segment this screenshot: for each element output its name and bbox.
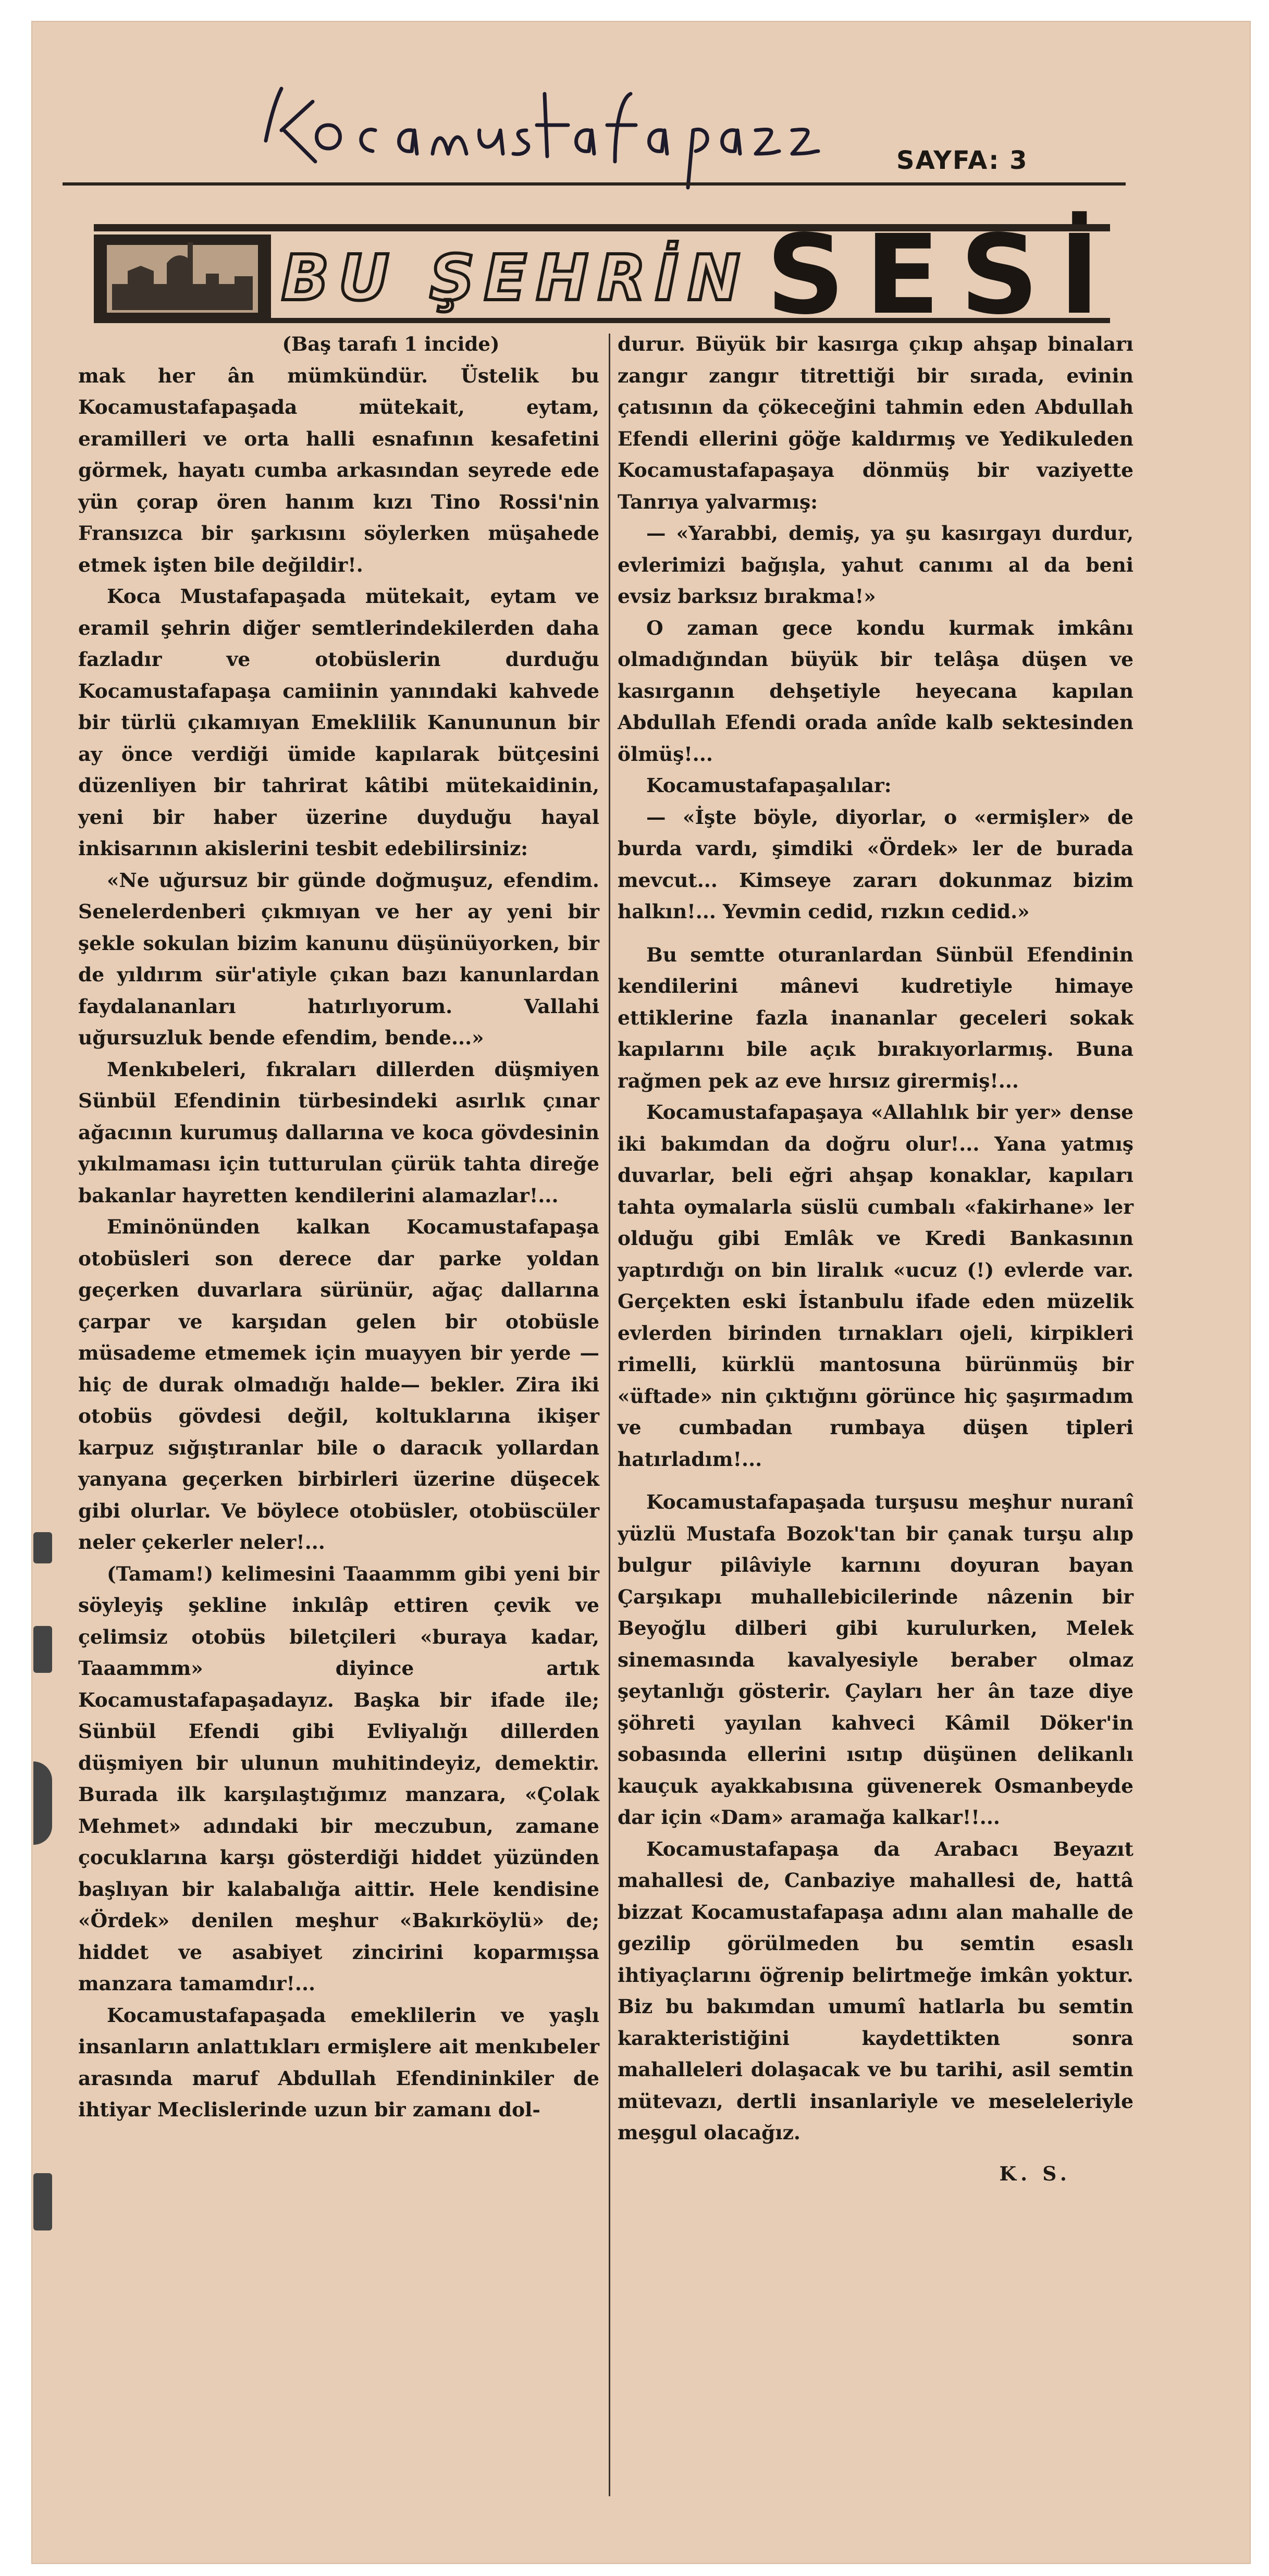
article-column-1 [78,328,599,2507]
margin-mark [33,1626,52,1673]
margin-mark [33,1761,52,1845]
paragraph: (Tamam!) kelimesini Taaammm gibi yeni bir söyleyiş şekline inkılâp ettiren çevik ve çelimsiz otobüs biletçileri «buraya kadar, Taaammm» diyince artık Kocamustafapaşadayız. Başka bir ifade ile; Sünbül Efendi gibi Evliyalığı dillerden düşmiyen bir ulunun muhitindeyiz, demektir. Burada ilk karşılaştığımız manzara, «Çolak Mehmet» adındaki bir meczubun, zamane çocuklarına karşı gösterdiği hiddet yüzünden başlıyan bir kalabalığa aittir. Hele kendisine «Ördek» denilen meşhur «Bakırköylü» de; hiddet ve asabiyet zincirini koparmışsa manzara tamamdır!... [78,1562,599,1995]
quote-paragraph: — «İşte böyle, diyorlar, o «ermişler» de burda vardı, şimdiki «Ördek» ler de burada mevcut... Kimseye zararı dokunmaz bizim halkın!... Yevmin cedid, rızkın cedid.» [618,805,1134,923]
quote-paragraph: — «Yarabbi, demiş, ya şu kasırgayı durdur, evlerimizi bağışla, yahut canımı al da beni evsiz barksız bırakma!» [618,522,1134,608]
margin-mark [33,2173,52,2230]
margin-mark [33,1532,52,1563]
masthead [63,193,1126,334]
masthead-title-part1: BU ŞEHRİN [281,242,740,315]
paragraph: O zaman gece kondu kurmak imkânı olmadığından büyük bir telâşa düşen ve kasırganın dehşetiyle heyecana kapılan Abdullah Efendi orada anîde kalb sektesinden ölmüş!... [618,616,1134,766]
paragraph: Koca Mustafapaşada mütekait, eytam ve eramil şehrin diğer semtlerindekilerden daha fazladır ve otobüslerin durduğu Kocamustafapaşa camiinin yanındaki kahvede bir türlü çıkamıyan Emeklilik Kanununun bir ay önce verdiği ümide kapılarak bütçesini düzenliyen bir tahrirat kâtibi mütekaidinin, yeni bir haber üzerine duyduğu hayal inkisarının akislerini tesbit edebilirsiniz: [78,585,599,860]
column-divider [609,334,610,2496]
quote-paragraph: «Ne uğursuz bir günde doğmuşuz, efendim. Senelerdenberi çıkmıyan ve her ay yeni bir şekle sokulan bizim kanunu düşünüyorken, bir de yıldırım sür'atiyle çıkan bazı kanunlardan faydalananları hatırlıyorum. Vallahi uğursuzluk bende efendim, bende...» [78,868,599,1049]
author-signature: K. S. [999,2162,1071,2185]
paragraph: Kocamustafapaşa da Arabacı Beyazıt mahallesi de, Canbaziye mahallesi de, hattâ bizzat Kocamustafapaşa adını alan mahalle de gezilip görülmeden bu semtin esaslı ihtiyaçlarını öğrenip belirtmeğe imkân yoktur. Biz bu bakımdan umumî hatlarla bu semtin karakteristiğini kaydettikten sonra mahalleleri dolaşacak ve bu tarihi, asil semtin mütevazı, dertli insanlariyle ve meseleleriyle meşgul olacağız. [618,1837,1134,2144]
paragraph: Kocamustafapaşada emeklilerin ve yaşlı insanların anlattıkları ermişlere ait menkıbeler arasında maruf Abdullah Efendininkiler de ihtiyar Meclislerinde uzun bir zamanı dol- [78,2003,599,2121]
paragraph: durur. Büyük bir kasırga çıkıp ahşap binaları zangır zangır titrettiği bir sırada, evinin çatısının da çökeceğini tahmin eden Abdullah Efendi ellerini göğe kaldırmış ve Yedikuleden Kocamustafapaşaya dönmüş bir vaziyette Tanrıya yalvarmış: [618,332,1134,513]
article-column-2 [618,328,1134,2507]
paragraph: Bu semtte oturanlardan Sünbül Efendinin kendilerini mânevi kudretiyle himaye ettiklerine fazla inananlar geceleri sokak kapılarını bile açık bırakıyorlarmış. Buna rağmen pek az eve hırsız girermiş!... [618,943,1134,1092]
paragraph: Menkıbeleri, fıkraları dillerden düşmiyen Sünbül Efendinin türbesindeki asırlık çınar ağacının kurumuş dallarına ve koca gövdesinin yıkılmaması için tutturulan çürük tahta direğe bakanlar hayretten kendilerini alamazlar!... [78,1057,599,1207]
paragraph: Kocamustafapaşada turşusu meşhur nuranî yüzlü Mustafa Bozok'tan bir çanak turşu alıp bulgur pilâviyle karnını doyuran bayan Çarşıkapı muhallebicilerinde nâzenin bir Beyoğlu dilberi gibi kurulurken, Melek sinemasında kavalyesiyle beraber olmaz şeytanlığı gösterir. Çayları her ân taze diye şöhreti yayılan kahveci Kâmil Döker'in sobasında ellerini ısıtıp düşünen delikanlı kauçuk ayakkabısına güvenerek Osmanbeyde dar için «Dam» aramağa kalkar!!... [618,1490,1134,1829]
page-number: SAYFA: 3 [896,146,1028,175]
handwritten-note-text: Kocamustafapaşa [255,52,260,53]
paragraph: Eminönünden kalkan Kocamustafapaşa otobüsleri son derece dar parke yoldan geçerken duvarlara sürünür, ağaç dallarına çarpar ve karşıdan gelen bir otobüsle müsademe etmemek için muayyen bir yerde —hiç de durak olmadığı halde— bekler. Zira iki otobüs gövdesi değil, koltuklarına ikişer karpuz sığıştıranlar bile o daracık yollardan yanyana geçerken birbirleri üzerine düşecek gibi olurlar. Ve böylece otobüsler, otobüscüler neler çekerler neler!... [78,1215,599,1554]
header-rule [63,182,1126,186]
masthead-title-part2: SESİ [766,211,1100,334]
newspaper-clipping [31,21,1251,2564]
paragraph: Kocamustafapaşaya «Allahlık bir yer» dense iki bakımdan da doğru olur!... Yana yatmış duvarlar, beli eğri ahşap konaklar, kapıları tahta oymalarla süslü cumbalı «fakirhane» ler olduğu gibi Emlâk ve Kredi Bankasının yaptırdığı on bin liralık «ucuz (!) evlerde var. Gerçekten eski İstanbulu ifade eden müzelik evlerden birinden tırnakları ojeli, kirpikleri rimelli, kürklü mantosuna bürünmüş bir «üftade» nin çıktığını görünce hiç şaşırmadım ve cumbadan rumbaya düşen tipleri hatırladım!... [618,1101,1134,1471]
continued-note: (Baş tarafı 1 incide) [282,332,500,355]
paragraph: mak her ân mümkündür. Üstelik bu Kocamustafapaşada mütekait, eytam, eramilleri ve orta halli esnafının kesafetini görmek, hayatı cumba arkasından seyrede ede yün çorap ören hanım kızı Tino Rossi'nin Fransızca bir şarkısını söylerken müşahede etmek işten bile değildir!. [78,364,599,576]
paragraph: Kocamustafapaşalılar: [646,774,892,797]
